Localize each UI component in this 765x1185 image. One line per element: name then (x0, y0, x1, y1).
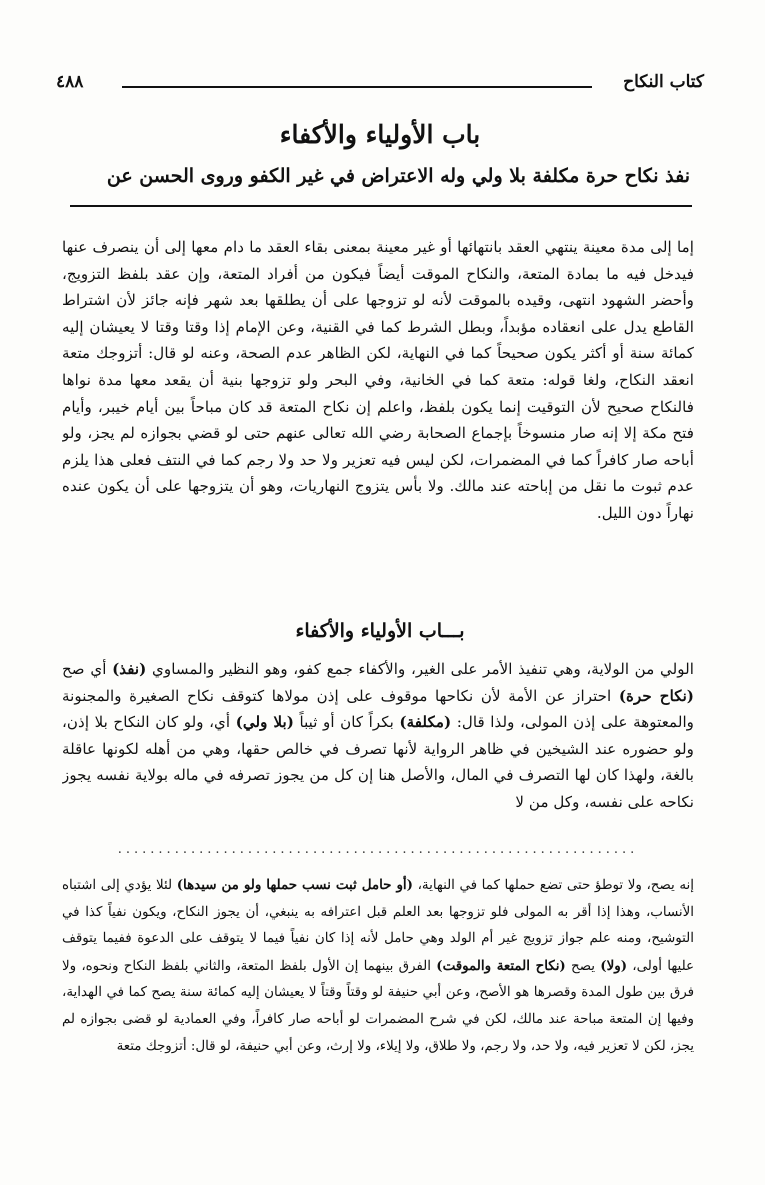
matn-quote: (أو حامل ثبت نسب حملها ولو من سيدها) (176, 877, 413, 893)
matn-quote: (نكاح المتعة والموقت) (436, 957, 566, 974)
footnote-separator: ................................................................ (117, 842, 639, 857)
commentary-segment: الولي من الولاية، وهي تنفيذ الأمر على الغير، والأكفاء جمع كفو، وهو النظير والمساوي (146, 660, 694, 678)
commentary-segment: احتراز عن الأمة لأن نكاحها موقوف على إذن مولاها كتوقف نكاح الصغيرة والمجنونة والمعتوهة على إذن المولى، ولذا قال: (62, 686, 694, 732)
matn-quote: (نفذ) (112, 660, 147, 678)
footnote-segment: يصح (565, 958, 601, 974)
book-title: كتاب النكاح (623, 72, 704, 92)
matn-quote: (مكلفة) (399, 713, 452, 732)
running-header (56, 72, 704, 102)
footnote-segment: الفرق بينهما إن الأول بلفظ المتعة، والثاني بلفظ النكاح ونحوه، ولا فرق بين طول المدة وقصرها هو الأصح، وعن أبي حنيفة لو وقتاً وقتاً لا يعيشان إليه كمائة سنة يصح كما في الهداية، وفيها إن المتعة مباحة عند مالك، لكن في شرح المضمرات لو أباحه صار كافراً، وفي العمادية لو قضى بجوازه لم يجز، لكن لا تعزير فيه، ولا حد، ولا رجم، ولا طلاق، ولا إيلاء، ولا إرث، وعن أبي حنيفة، لو قال: أتزوجك متعة (62, 958, 694, 1054)
commentary-segment: أي صح (62, 660, 113, 678)
commentary-text-2 (62, 656, 694, 846)
matn-text: نفذ نكاح حرة مكلفة بلا ولي وله الاعتراض في غير الكفو وروى الحسن عن (106, 165, 690, 187)
matn-quote: (نكاح حرة) (618, 686, 694, 705)
footnote-segment: لئلا يؤدي إلى اشتباه الأنساب، وهذا إذا أقر به المولى فلو تزوجها بعد العلم قبل اعترافه به ينبغي، أن يجوز النكاح، ويكون نفياً كذا في التوشيح، ومنه علم جواز تزويج غير أم الولد وهي حامل لأنه إذا كان نفياً فيما لا يتوقف على الدعوة ففيما يتوقف عليها أولى، (62, 878, 694, 974)
footnote-text (62, 872, 694, 1102)
section-title: بـــاب الأولياء والأكفاء (295, 620, 465, 642)
commentary-segment: بكراً كان أو ثيباً (293, 713, 400, 732)
matn-quote: (ولا) (600, 957, 628, 974)
header-rule (122, 86, 592, 88)
commentary-text: إما إلى مدة معينة ينتهي العقد بانتهائها أو غير معينة بمعنى بقاء العقد ما دام معها إلى أن ينصرف عنها فيدخل فيه ما بمادة المتعة، والنكاح الموقت أيضاً فيكون من أفراد المتعة، وإن عقد بلفظ التزويج، وأحضر الشهود انتهى، وقيده بالموقت لأنه لو تزوجها على أن يطلقها بعد شهر فإنه جائز لأن اشتراط القاطع يدل على انعقاده مؤبداً، وبطل الشرط كما في القنية، وعن الإمام إذا وقتا وقتا لا يعيشان إليه كمائة سنة أو أكثر يكون صحيحاً كما في النهاية، لكن الظاهر عدم الصحة، وعنه لو قال: أتزوجك متعة انعقد النكاح، ولغا قوله: متعة كما في الخانية، وفي البحر ولو تزوجها بنية أن يقعد معها مدة نواها فالنكاح صحيح لأن التوقيت إنما يكون بلفظ، واعلم إن نكاح المتعة قد كان مباحاً بين أيام خيبر، وأيام فتح مكة إلا إنه صار منسوخاً بإجماع الصحابة رضي الله تعالى عنهم حتى لو قضي بجوازه لم يجز، ولو أباحه صار كافراً كما في المضمرات، لكن ليس فيه تعزير ولا حد ولا رجم كما في النتف فعلى هذا يلزم عدم ثبوت ما نقل من إباحته عند مالك. ولا بأس يتزوج النهاريات، وهو أن يتزوجها على أن يكون عنده نهاراً دون الليل. (62, 238, 694, 522)
chapter-title: باب الأولياء والأكفاء (279, 120, 481, 149)
matn-divider (70, 205, 692, 207)
page-number: ٤٨٨ (56, 72, 84, 92)
matn-quote: (بلا ولي) (235, 713, 294, 732)
commentary-segment: أي، ولو كان النكاح بلا إذن، ولو حضوره عند الشيخين في ظاهر الرواية لأنها تصرف في خالص حقها، وهي من أهله لكونها عاقلة بالغة، ولهذا كان لها التصرف في المال، والأصل هنا إن كل من يجوز تصرفه في ماله بولاية نفسه يجوز نكاحه على نفسه، وكل من لا (62, 713, 694, 811)
footnote-segment: إنه يصح، ولا توطؤ حتى تضع حملها كما في النهاية، (412, 878, 694, 893)
